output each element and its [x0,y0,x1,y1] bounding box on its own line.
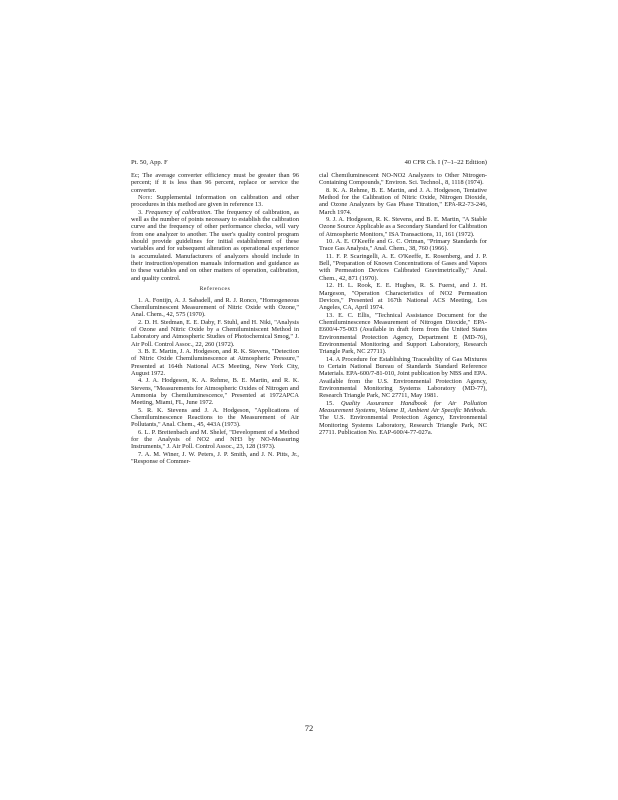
section-number: 3. [138,208,143,216]
reference-item: 7. A. M. Winer, J. W. Peters, J. P. Smith, and J. N. Pitts, Jr., "Response of Commer- [131,450,299,466]
converter-efficiency-paragraph: Ec; The average converter efficiency must be greater than 96 percent; if it is less than 96 percent, replace or service the converter. [131,172,299,194]
reference-item: 1. A. Fontijn, A. J. Sabadell, and R. J. Ronco, "Homogeneous Chemiluminescent Measurement of Nitric Oxide with Ozone," Anal. Chem., 42, 575 (1970). [131,296,299,319]
page-number: 72 [304,723,314,733]
note-paragraph [131,194,299,209]
reference-title: Quality Assurance Handbook for Air Pollution Measurement Systems, Volume II, Ambient Air Specific Methods. [319,399,487,414]
reference-item: 3. B. E. Martin, J. A. Hodgeson, and R. K. Stevens, "Detection of Nitric Oxide Chemiluminescence at Atmospheric Pressure," Presented at 164th National ACS Meeting, New York City, August 1972. [131,347,299,377]
reference-number: 15. [326,399,334,407]
references-heading: References [199,286,231,293]
reference-item: 8. K. A. Rehme, B. E. Martin, and J. A. Hodgeson, Tentative Method for the Calibration of Nitric Oxide, Nitrogen Dioxide, and Ozone Analyzers by Gas Phase Titration," EPA-R2-73-246, March 1974. [319,186,487,216]
running-head-title: 40 CFR Ch. I (7–1–22 Edition) [404,159,487,166]
reference-item: 9. J. A. Hodgeson, R. K. Stevens, and B. E. Martin, "A Stable Ozone Source Applicable as a Secondary Standard for Calibration of Atmospheric Monitors," ISA Transactions, 11, 161 (1972). [319,216,487,238]
reference-item: 11. F. P. Scaringelli, A. E. O'Keeffe, E. Rosenberg, and J. P. Bell, "Preparation of Known Concentrations of Gases and Vapors with Permeation Devices Calibrated Gravimetrically," Anal. Chem., 42, 871 (1970). [319,252,487,282]
left-column [131,172,299,465]
reference-item-continued: cial Chemiluminescent NO-NO2 Analyzers to Other Nitrogen-Containing Compounds," Environ. Sci. Technol., 8, 1118 (1974). [319,172,487,187]
reference-item: 6. L. P. Breitenbach and M. Shelef, "Development of a Method for the Analysis of NO2 and NH3 by NO-Measuring Instruments," J. Air Poll. Control Assoc., 23, 128 (1973). [131,428,299,451]
reference-item: 4. J. A. Hodgeson, K. A. Rehme, B. E. Martin, and R. K. Stevens, "Measurements for Atmospheric Oxides of Nitrogen and Ammonia by Chemiluminescence," Presented at 1972APCA Meeting, Miami, FL, June 1972. [131,377,299,407]
running-head-part: Pt. 50, App. F [131,159,168,166]
reference-item: 12. H. L. Rook, E. E. Hughes, R. S. Fuerst, and J. H. Margeson, "Operation Characteristics of NO2 Permeation Devices," Presented at 167th National ACS Meeting, Los Angeles, CA, April 1974. [319,282,487,312]
section-text: The frequency of calibration, as well as the number of points necessary to establish the calibration curve and the frequency of other performance checks, will vary from one analyzer to another. The user's quality control program should provide guidelines for initial establishment of these variables and for subsequent alteration as operational experience is accumulated. Manufacturers of analyzers should include in their instruction/operation manuals information and guidance as to these variables and on other matters of operation, calibration, and quality control. [131,208,299,282]
note-label: Note: [138,194,153,202]
calibration-frequency-paragraph [131,209,299,282]
section-title: Frequency of calibration. [145,208,212,216]
reference-item: 14. A Procedure for Establishing Traceability of Gas Mixtures to Certain National Bureau of Standards Standard Reference Materials. EPA-600/7-81-010, Joint publication by NBS and EPA. Available from the U.S. Environmental Protection Agency, Environmental Monitoring Systems Laboratory (MD-77), Research Triangle Park, NC 27711, May 1981. [319,355,487,400]
reference-item: 2. D. H. Stedman, E. E. Daby, F. Stuhl, and H. Niki, "Analysis of Ozone and Nitric Oxide by a Chemiluminiscent Method in Laboratory and Atmospheric Studies of Photochemical Smog," J. Air Poll. Control Assoc., 22, 260 (1972). [131,318,299,348]
reference-details: The U.S. Environmental Protection Agency, Environmental Monitoring Systems Laboratory, Research Triangle Park, NC 27711. Publication No. EAP-600/4-77-027a. [319,414,487,437]
right-column [319,172,487,436]
reference-item: 5. R. K. Stevens and J. A. Hodgeson, "Applications of Chemiluminescence Reactions to the Measurement of Air Pollutants," Anal. Chem., 45, 443A (1973). [131,406,299,429]
note-text: Supplemental information on calibration and other procedures in this method are given in reference 13. [131,194,299,209]
reference-item: 13. E. C. Ellis, "Technical Assistance Document for the Chemiluminescence Measurement of Nitrogen Dioxide," EPA-E600/4-75-003 (Available in draft form from the United States Environmental Protection Agency, Department E (MD-76), Environmental Monitoring and Support Laboratory, Research Triangle Park, NC 27711). [319,311,487,356]
reference-item-15 [319,400,487,437]
reference-item: 10. A. E. O'Keeffe and G. C. Ortman, "Primary Standards for Trace Gas Analysis," Anal. Chem., 38, 760 (1966). [319,238,487,253]
